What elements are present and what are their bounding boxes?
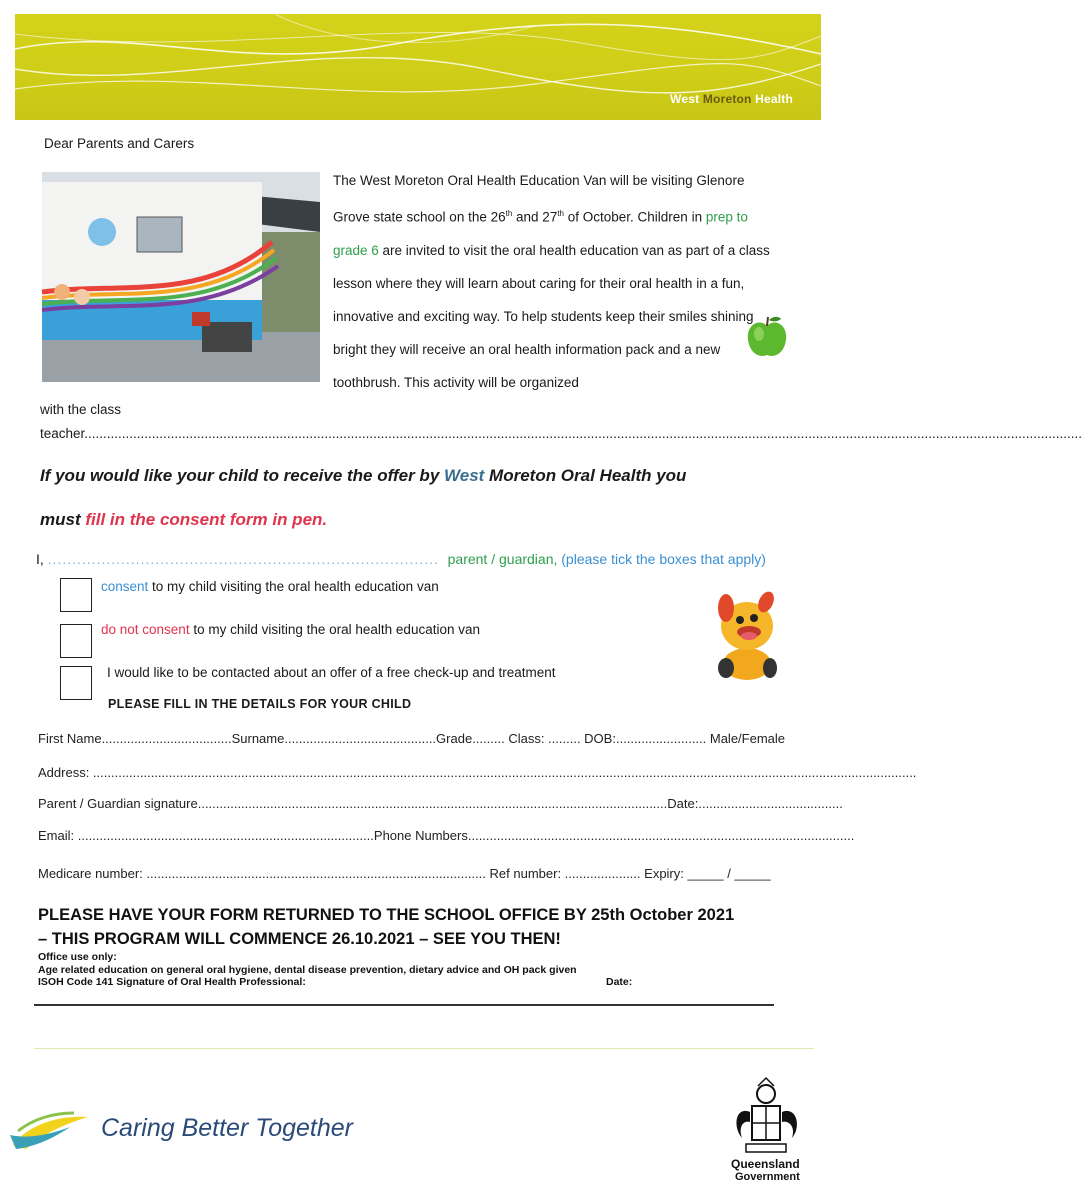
return-notice-line-1: PLEASE HAVE YOUR FORM RETURNED TO THE SCHOOL OFFICE BY 25th October 2021 [38,906,735,924]
child-details-row: First Name....................................Surname..........................................Grade......... Class: ......... DOB:......................... Male/Female [38,731,786,746]
headline-pen: must fill in the consent form in pen. [40,510,328,529]
intro-paragraph: The West Moreton Oral Health Education Van will be visiting Glenore Grove state school on the 26th and 27th of October. Children in prep to grade 6 are invited to visit the oral health education van as part of a class lesson where they will learn about caring for their oral health in a fun, innovative and exciting way. To help students keep their smiles shining bright they will receive an oral health information pack and a new toothbrush. This activity will be organized [333,173,770,390]
ref-field[interactable]: ..................... [564,866,641,881]
office-use-line-2: ISOH Code 141 Signature of Oral Health Professional: [38,976,306,988]
first-name-field[interactable]: .................................... [101,731,232,746]
office-use-date: Date: [606,976,633,988]
medicare-field[interactable]: .............................................................................................. [146,866,486,881]
return-notice [38,903,788,951]
details-title: PLEASE FILL IN THE DETAILS FOR YOUR CHILD [108,697,412,711]
surname-field[interactable]: .......................................... [284,731,437,746]
education-van-photo [42,172,320,382]
contact-row: Email: ..................................................................................Phone Numbers........................................................................................................... [38,828,855,843]
header-banner [15,14,821,120]
footer-divider [34,1048,814,1049]
expiry-field[interactable]: _____ / _____ [687,866,771,881]
queensland-crest-icon [722,1076,810,1161]
hands-logo-icon [8,1105,98,1155]
address-field[interactable]: .................................................................................................................................................................................................................................... [92,765,917,780]
dob-field[interactable]: ......................... [615,731,707,746]
queensland-label: Queensland [731,1157,800,1171]
dog-mascot-icon [716,586,778,682]
office-use-block [38,951,678,989]
intro-continuation: with the class [40,402,122,417]
medicare-row: Medicare number: .............................................................................................. Ref number: ..................... Expiry: _____ / _____ [38,866,771,881]
greeting: Dear Parents and Carers [44,136,195,151]
tagline: Caring Better Together [101,1114,354,1142]
government-label: Government [735,1171,800,1183]
class-field[interactable]: ......... [548,731,585,746]
dotted-fill: .......................................................................................................................................................................................................................................................................... [84,426,1082,441]
grade-field[interactable]: ......... [472,731,509,746]
consent-option-label: consent to my child visiting the oral health education van [101,579,439,594]
contact-checkbox[interactable] [60,666,92,700]
phone-field[interactable]: ........................................................................................................... [467,828,855,843]
address-row: Address: .................................................................................................................................................................................................................................... [38,765,917,780]
apple-icon [744,314,790,360]
teacher-line: teacher.......................................................................................................................................................................................................................................................................... [40,426,1082,441]
return-notice-line-2: – THIS PROGRAM WILL COMMENCE 26.10.2021 – SEE YOU THEN! [38,930,561,948]
divider [34,1004,774,1006]
email-field[interactable]: .................................................................................. [77,828,374,843]
consent-intro-line: I, ................................................................................ parent / guardian, (please tick the boxes that apply) [36,551,766,567]
do-not-consent-option-label: do not consent to my child visiting the oral health education van [101,622,480,637]
consent-checkbox[interactable] [60,578,92,612]
west-moreton-health-logo: West Moreton Health [670,92,793,106]
do-not-consent-checkbox[interactable] [60,624,92,658]
signature-date-field[interactable]: ........................................ [698,796,843,811]
guardian-signature-row: Parent / Guardian signature..................................................................................................................................Date:........................................ [38,796,843,811]
office-use-title: Office use only: [38,951,117,963]
office-use-line-1: Age related education on general oral hygiene, dental disease prevention, dietary advice and OH pack given [38,963,577,976]
name-blank[interactable]: ................................................................................ [47,551,444,567]
contact-option-label: I would like to be contacted about an offer of a free check-up and treatment [107,665,556,680]
guardian-signature-field[interactable]: .................................................................................................................................. [197,796,668,811]
headline-offer: If you would like your child to receive the offer by West Moreton Oral Health you [40,466,687,485]
